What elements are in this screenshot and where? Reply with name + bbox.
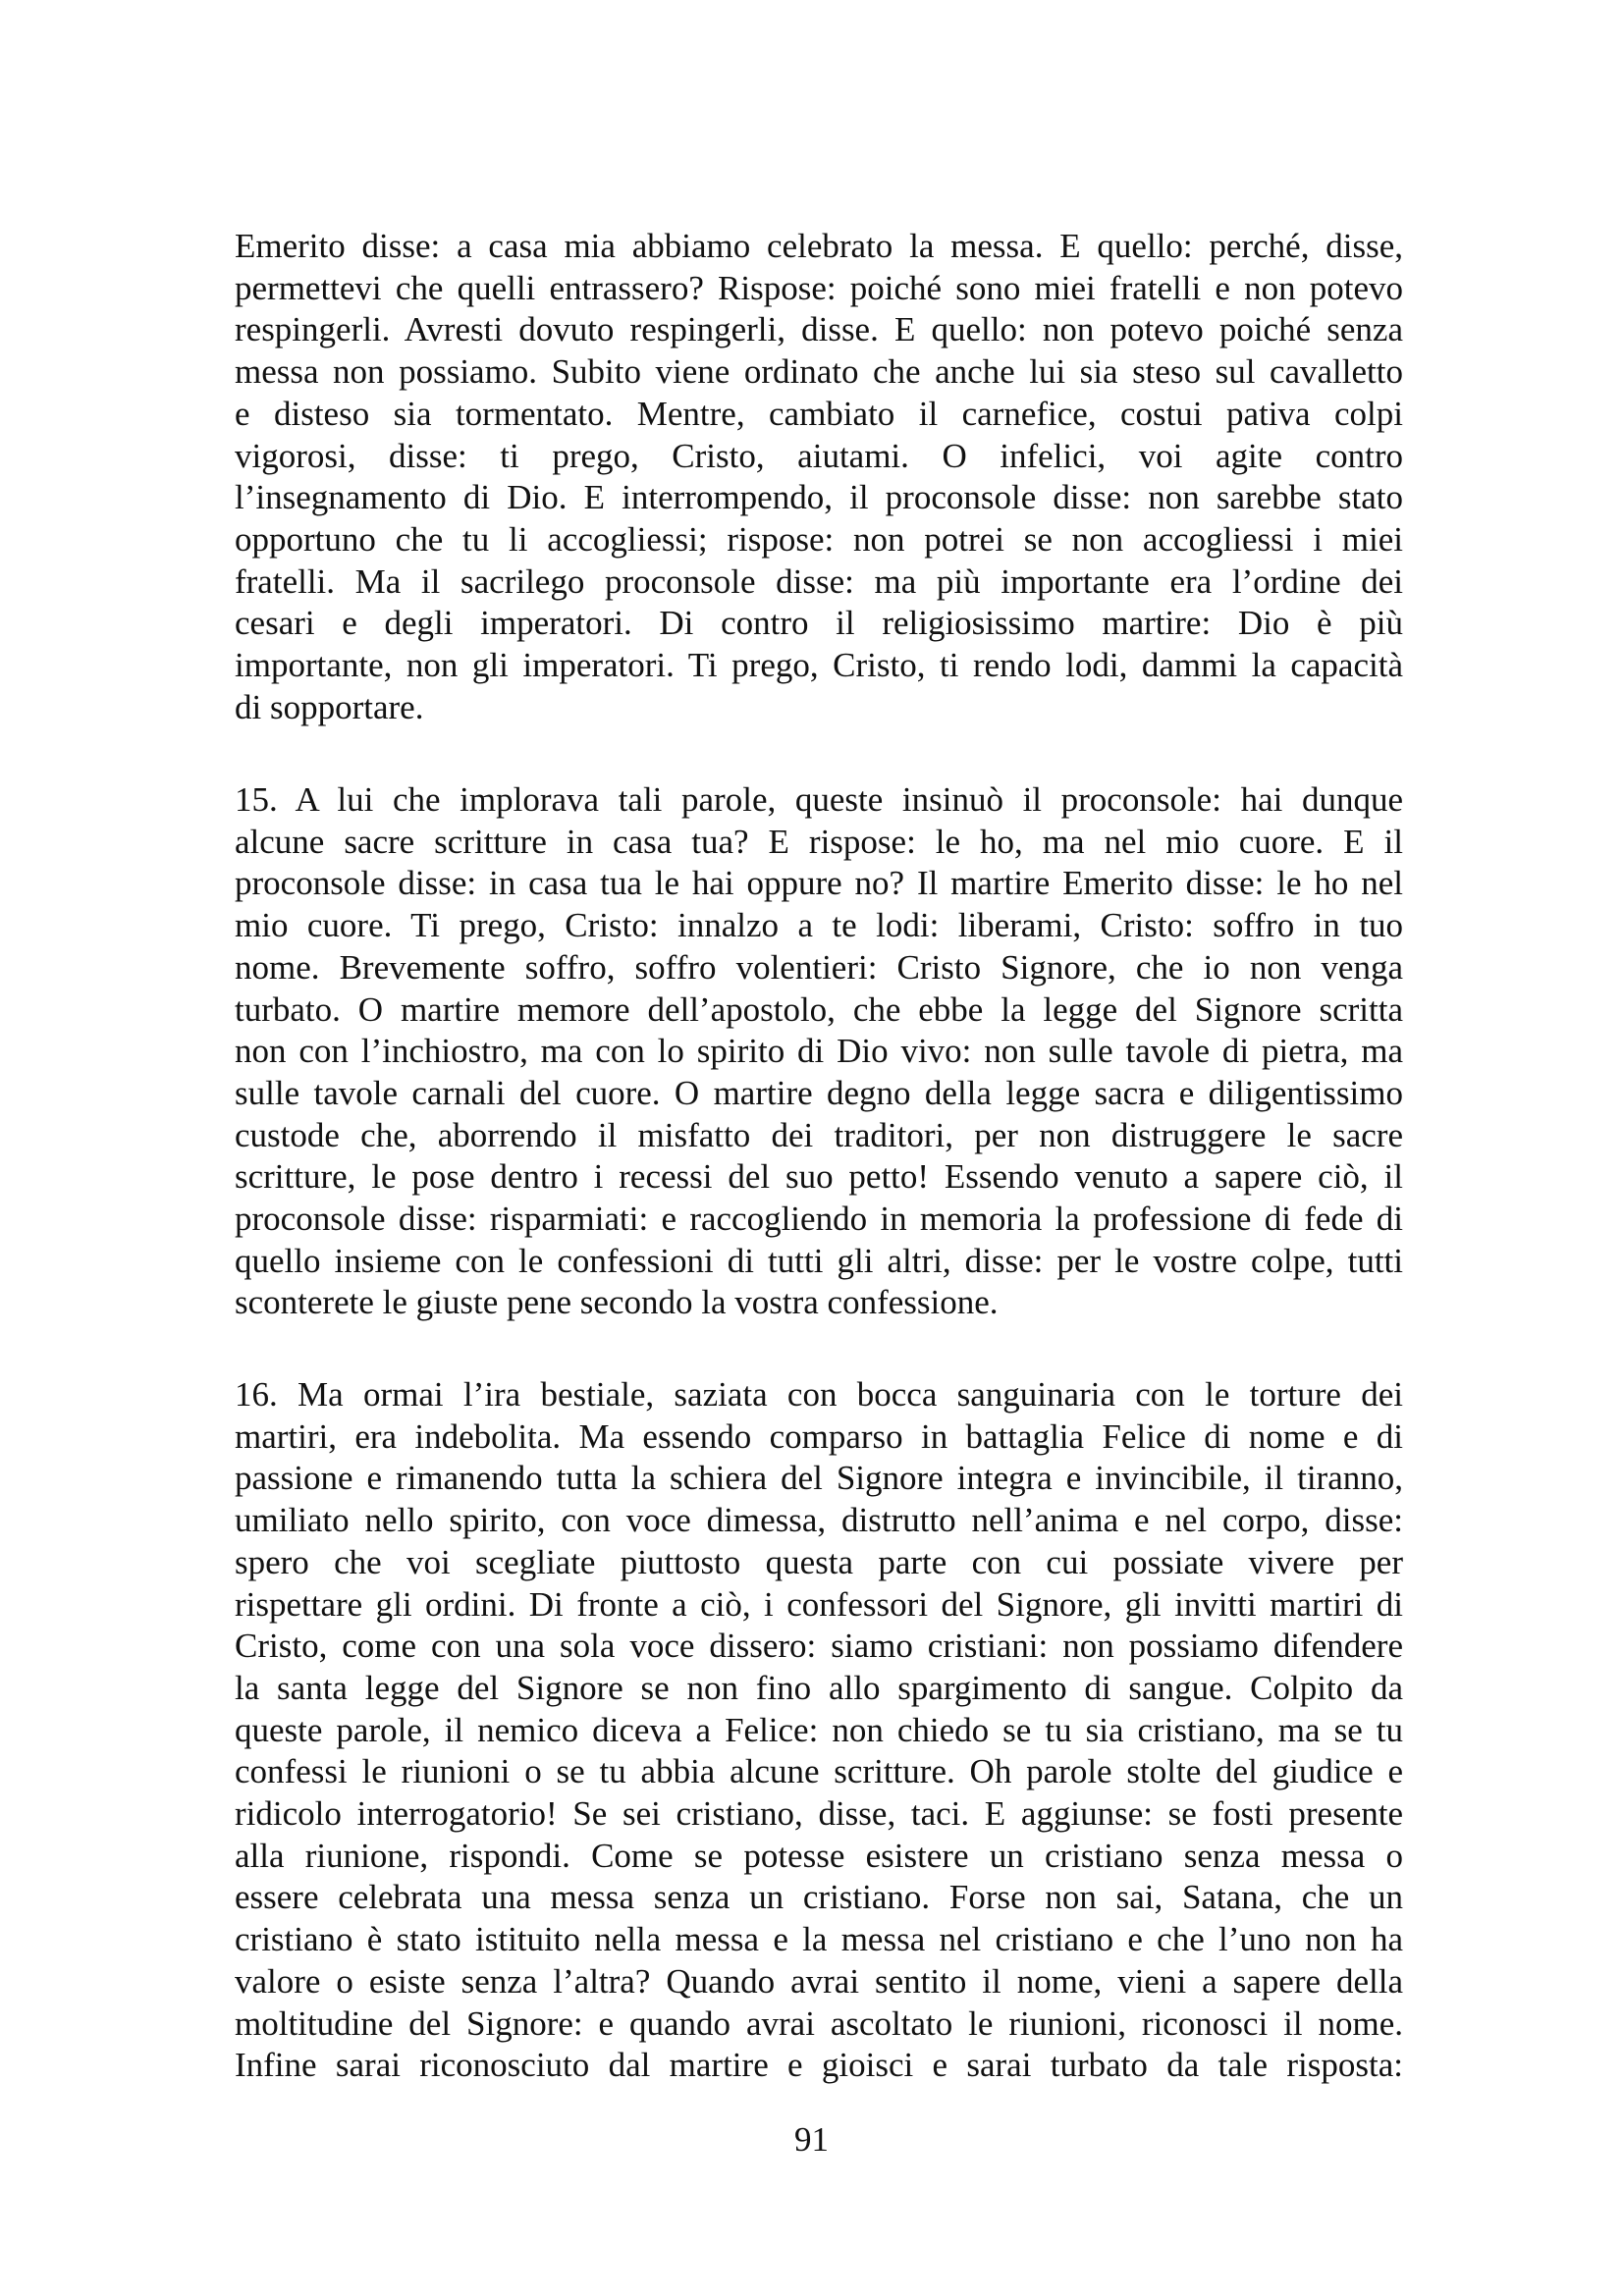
text-line: di sopportare. — [235, 687, 424, 726]
text-line: Emerito disse: a casa mia abbiamo celebrato la messa. E quello: perché, disse, — [235, 227, 1403, 265]
text-line: ridicolo interrogatorio! Se sei cristiano, disse, taci. E aggiunse: se fosti presente — [235, 1794, 1403, 1834]
text-line: quello insieme con le confessioni di tutti gli altri, disse: per le vostre colpe, tutti — [235, 1241, 1403, 1280]
text-line: vigorosi, disse: ti prego, Cristo, aiutami. O infelici, voi agite contro — [235, 436, 1403, 475]
text-line: non con l’inchiostro, ma con lo spirito di Dio vivo: non sulle tavole di pietra, ma — [235, 1032, 1403, 1071]
text-line: opportuno che tu li accogliessi; rispose: non potrei se non accogliessi i miei — [235, 519, 1403, 559]
page-number: 91 — [794, 2120, 829, 2159]
paragraph-15 — [235, 779, 1403, 1324]
text-line: mio cuore. Ti prego, Cristo: innalzo a te lodi: liberami, Cristo: soffro in tuo — [235, 906, 1403, 945]
text-line: martiri, era indebolita. Ma essendo comparso in battaglia Felice di nome e di — [235, 1416, 1403, 1456]
text-line: queste parole, il nemico diceva a Felice: non chiedo se tu sia cristiano, ma se tu — [235, 1710, 1403, 1749]
text-line: messa non possiamo. Subito viene ordinato che anche lui sia steso sul cavalletto — [235, 352, 1403, 392]
text-line: fratelli. Ma il sacrilego proconsole disse: ma più importante era l’ordine dei — [235, 561, 1403, 601]
text-line: rispettare gli ordini. Di fronte a ciò, i confessori del Signore, gli invitti martiri di — [235, 1584, 1403, 1624]
text-line: custode che, aborrendo il misfatto dei traditori, per non distruggere le sacre — [235, 1115, 1403, 1154]
text-line: valore o esiste senza l’altra? Quando avrai sentito il nome, vieni a sapere della — [235, 1961, 1403, 2001]
text-line: scritture, le pose dentro i recessi del suo petto! Essendo venuto a sapere ciò, il — [235, 1157, 1403, 1197]
text-line: importante, non gli imperatori. Ti prego, Cristo, ti rendo lodi, dammi la capacità — [235, 646, 1403, 685]
text-line: la santa legge del Signore se non fino allo spargimento di sangue. Colpito da — [235, 1668, 1403, 1707]
text-line: proconsole disse: risparmiati: e raccogliendo in memoria la professione di fede di — [235, 1200, 1403, 1239]
text-line: l’insegnamento di Dio. E interrompendo, il proconsole disse: non sarebbe stato — [235, 478, 1403, 517]
text-line: spero che voi scegliate piuttosto questa parte con cui possiate vivere per — [235, 1542, 1403, 1581]
text-line: proconsole disse: in casa tua le hai oppure no? Il martire Emerito disse: le ho nel — [235, 864, 1403, 903]
text-line: permettevi che quelli entrassero? Rispose: poiché sono miei fratelli e non potevo — [235, 268, 1403, 307]
text-line: essere celebrata una messa senza un cristiano. Forse non sai, Satana, che un — [235, 1878, 1403, 1917]
text-line: alla riunione, rispondi. Come se potesse esistere un cristiano senza messa o — [235, 1836, 1403, 1875]
text-line: 15. A lui che implorava tali parole, queste insinuò il proconsole: hai dunque — [235, 780, 1403, 819]
paragraph-16 — [235, 1374, 1403, 2087]
paragraph-continuation — [235, 226, 1403, 728]
text-line: e disteso sia tormentato. Mentre, cambiato il carnefice, costui pativa colpi — [235, 394, 1403, 433]
text-line: respingerli. Avresti dovuto respingerli, disse. E quello: non potevo poiché senza — [235, 310, 1403, 349]
text-line: umiliato nello spirito, con voce dimessa, distrutto nell’anima e nel corpo, disse: — [235, 1501, 1403, 1540]
text-line: confessi le riunioni o se tu abbia alcune scritture. Oh parole stolte del giudice e — [235, 1752, 1403, 1791]
text-line: Cristo, come con una sola voce dissero: siamo cristiani: non possiamo difendere — [235, 1627, 1403, 1666]
text-line: cristiano è stato istituito nella messa e la messa nel cristiano e che l’uno non ha — [235, 1920, 1403, 1959]
text-line: nome. Brevemente soffro, soffro volentieri: Cristo Signore, che io non venga — [235, 947, 1403, 987]
text-line: turbato. O martire memore dell’apostolo, che ebbe la legge del Signore scritta — [235, 989, 1403, 1029]
text-line: 16. Ma ormai l’ira bestiale, saziata con bocca sanguinaria con le torture dei — [235, 1375, 1403, 1414]
text-line: sulle tavole carnali del cuore. O martire degno della legge sacra e diligentissimo — [235, 1073, 1403, 1112]
text-line: cesari e degli imperatori. Di contro il religiosissimo martire: Dio è più — [235, 604, 1403, 643]
text-line: Infine sarai riconosciuto dal martire e gioisci e sarai turbato da tale risposta: — [235, 2046, 1403, 2085]
text-line: moltitudine del Signore: e quando avrai ascoltato le riunioni, riconosci il nome. — [235, 2003, 1403, 2043]
text-line: alcune sacre scritture in casa tua? E rispose: le ho, ma nel mio cuore. E il — [235, 822, 1403, 861]
text-line: passione e rimanendo tutta la schiera del Signore integra e invincibile, il tiranno, — [235, 1459, 1403, 1498]
text-line: sconterete le giuste pene secondo la vostra confessione. — [235, 1283, 999, 1322]
